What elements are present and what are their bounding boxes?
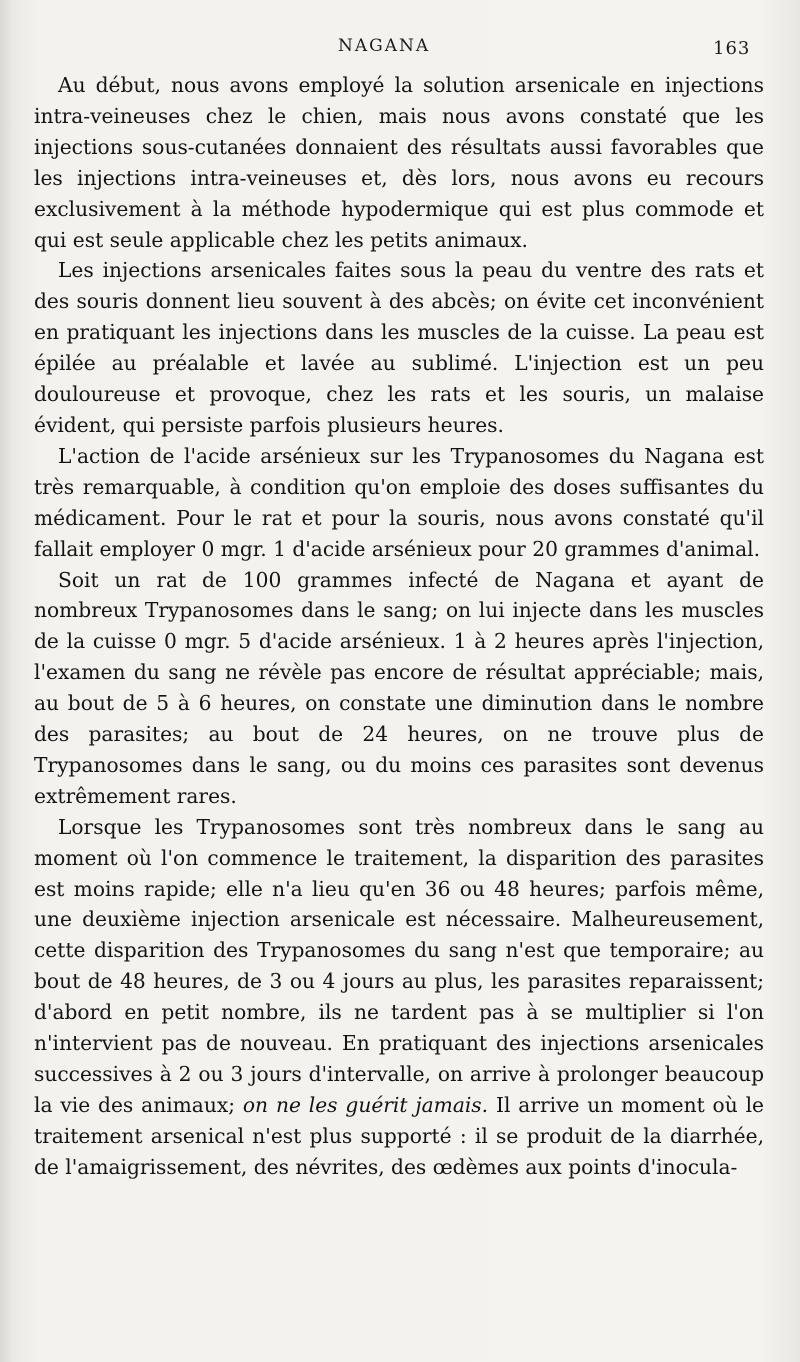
page-number: 163 bbox=[713, 38, 751, 59]
paragraph-5-text-end: Il arrive un moment où le traitement arsenical n'est plus supporté : il se produit de la diarrhée, de l'amaigrissement, des névrites, des œdèmes aux points d'inocula- bbox=[34, 1092, 764, 1179]
paragraph-2: Les injections arsenicales faites sous la peau du ventre des rats et des souris donnent lieu souvent à des abcès; on évite cet inconvénient en pratiquant les injections dans les muscles de la cuisse. La peau est épilée au préalable et lavée au sublimé. L'injection est un peu douloureuse et provoque, chez les rats et les souris, un malaise évident, qui persiste parfois plusieurs heures. bbox=[34, 258, 764, 437]
paragraph-5-italic-text: on ne les guérit jamais. bbox=[242, 1092, 489, 1117]
paragraph-5 bbox=[34, 812, 764, 1183]
body-text bbox=[34, 70, 764, 1183]
paragraph-3: L'action de l'acide arsénieux sur les Trypanosomes du Nagana est très remarquable, à condition qu'on emploie des doses suffisantes du médicament. Pour le rat et pour la souris, nous avons constaté qu'il fallait employer 0 mgr. 1 d'acide arsénieux pour 20 grammes d'animal. bbox=[34, 443, 764, 561]
paragraph-4: Soit un rat de 100 grammes infecté de Nagana et ayant de nombreux Trypanosomes dans le sang; on lui injecte dans les muscles de la cuisse 0 mgr. 5 d'acide arsénieux. 1 à 2 heures après l'injection, l'examen du sang ne révèle pas encore de résultat appréciable; mais, au bout de 5 à 6 heures, on constate une diminution dans le nombre des parasites; au bout de 24 heures, on ne trouve plus de Trypanosomes dans le sang, ou du moins ces parasites sont devenus extrêmement rares. bbox=[34, 567, 764, 808]
running-head: NAGANA bbox=[338, 36, 431, 56]
paragraph-1: Au début, nous avons employé la solution arsenicale en injections intra-veineuses chez le chien, mais nous avons constaté que les injections sous-cutanées donnaient des résultats aussi favorables que les injections intra-veineuses et, dès lors, nous avons eu recours exclusivement à la méthode hypodermique qui est plus commode et qui est seule applicable chez les petits animaux. bbox=[34, 73, 764, 252]
page-header bbox=[0, 34, 800, 64]
paragraph-5-text-start: Lorsque les Trypanosomes sont très nombreux dans le sang au moment où l'on commence le traitement, la disparition des parasites est moins rapide; elle n'a lieu qu'en 36 ou 48 heures; parfois même, une deuxième injection arsenicale est nécessaire. Malheureusement, cette disparition des Trypanosomes du sang n'est que temporaire; au bout de 48 heures, de 3 ou 4 jours au plus, les parasites reparaissent; d'abord en petit nombre, ils ne tardent pas à se multiplier si l'on n'intervient pas de nouveau. En pratiquant des injections arsenicales successives à 2 ou 3 jours d'intervalle, on arrive à prolonger beaucoup la vie des animaux; bbox=[34, 814, 764, 1117]
